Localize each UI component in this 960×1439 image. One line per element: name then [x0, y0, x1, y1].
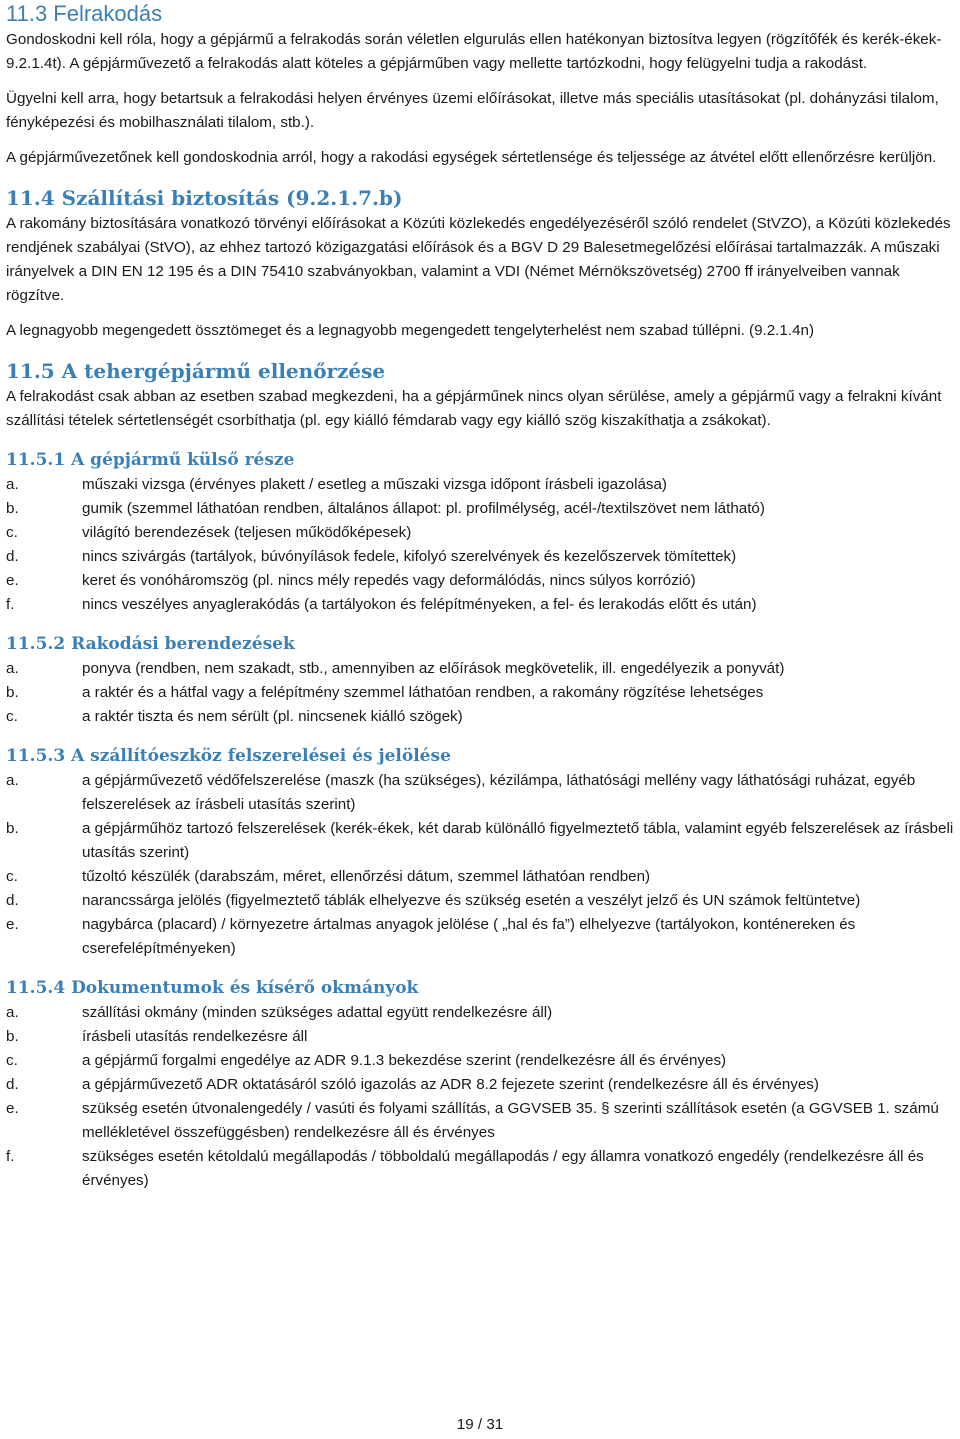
list-item: b. írásbeli utasítás rendelkezésre áll: [6, 1028, 308, 1045]
section-heading-11-5: 11.5 A tehergépjármű ellenőrzése: [6, 359, 386, 383]
list-item: b. a raktér és a hátfal vagy a felépítmény szemmel láthatóan rendben, a rakomány rögzítése lehetséges: [6, 684, 764, 701]
list-item: e. nagybárca (placard) / környezetre ártalmas anyagok jelölése ( „hal és fa”) elhelyezve (tartályokon, konténereken és cserefelépítményeken): [6, 916, 856, 957]
list-item: a. a gépjárművezető védőfelszerelése (maszk (ha szükséges), kézilámpa, láthatósági mellény vagy láthatósági ruházat, egyéb felszerelések az írásbeli utasítás szerint): [6, 772, 916, 813]
list-item: d. narancssárga jelölés (figyelmeztető táblák elhelyezve és szükség esetén a veszélyt jelző és UN számok feltüntetve): [6, 892, 861, 909]
list-item: a. szállítási okmány (minden szükséges adattal együtt rendelkezésre áll): [6, 1004, 553, 1021]
paragraph: A felrakodást csak abban az esetben szabad megkezdeni, ha a gépjárműnek nincs olyan sérülése, amely a gépjármű vagy a felrakni kívánt szállítási tételek sértetlenségét csorbíthatja (pl. egy kiálló fémdarab vagy egy kiálló szög kiszakíthatja a zsákokat).: [6, 388, 942, 429]
paragraph: A gépjárművezetőnek kell gondoskodnia arról, hogy a rakodási egységek sértetlensége és teljessége az átvétel előtt ellenőrzésre kerüljön.: [6, 149, 937, 166]
paragraph: A legnagyobb megengedett össztömeget és a legnagyobb megengedett tengelyterhelést nem szabad túllépni. (9.2.1.4n): [6, 322, 815, 339]
section-heading-11-4: 11.4 Szállítási biztosítás (9.2.1.7.b): [6, 186, 403, 210]
subsection-heading-11-5-4: 11.5.4 Dokumentumok és kísérő okmányok: [6, 978, 419, 998]
list-item: e. keret és vonóháromszög (pl. nincs mély repedés vagy deformálódás, nincs súlyos korrózió): [6, 572, 696, 589]
list-item: f. szükséges esetén kétoldalú megállapodás / többoldalú megállapodás / egy államra vonatkozó engedély (rendelkezésre áll és érvényes): [6, 1148, 924, 1189]
list-item: d. a gépjárművezető ADR oktatásáról szóló igazolás az ADR 8.2 fejezete szerint (rendelkezésre áll és érvényes): [6, 1076, 819, 1093]
paragraph: Ügyelni kell arra, hogy betartsuk a felrakodási helyen érvényes üzemi előírásokat, illetve más speciális utasításokat (pl. dohányzási tilalom, fényképezési és mobilhasználati tilalom, stb.).: [6, 90, 939, 131]
checklist: [6, 657, 954, 729]
list-item: d. nincs szivárgás (tartályok, búvónyílások fedele, kifolyó szerelvények és kezelőszervek tömítettek): [6, 548, 737, 565]
page-number: 19 / 31: [456, 1416, 504, 1433]
section-heading-11-3: 11.3 Felrakodás: [6, 1, 163, 26]
list-item: b. gumik (szemmel láthatóan rendben, általános állapot: pl. profilmélység, acél-/textilszövet nem látható): [6, 500, 765, 517]
list-item: c. tűzoltó készülék (darabszám, méret, ellenőrzési dátum, szemmel láthatóan rendben): [6, 868, 651, 885]
checklist: [6, 473, 954, 617]
list-item: c. a gépjármű forgalmi engedélye az ADR 9.1.3 bekezdése szerint (rendelkezésre áll és érvényes): [6, 1052, 727, 1069]
subsection-heading-11-5-1: 11.5.1 A gépjármű külső része: [6, 450, 295, 470]
list-item: a. műszaki vizsga (érvényes plakett / esetleg a műszaki vizsga időpont írásbeli igazolása): [6, 476, 667, 493]
checklist: [6, 769, 954, 961]
list-item: b. a gépjárműhöz tartozó felszerelések (kerék-ékek, két darab különálló figyelmeztető tábla, valamint egyéb felszerelések az írásbeli utasítás szerint): [6, 820, 954, 861]
paragraph: Gondoskodni kell róla, hogy a gépjármű a felrakodás során véletlen elgurulás ellen hatékonyan biztosítva legyen (rögzítőfék és kerék-ékek-9.2.1.4t). A gépjárművezető a felrakodás alatt köteles a gépjárműben vagy mellette tartózkodni, hogy felügyelni tudja a rakodást.: [6, 31, 942, 72]
paragraph: A rakomány biztosítására vonatkozó törvényi előírásokat a Közúti közlekedés engedélyezéséről szóló rendelet (StVZO), a Közúti közlekedés rendjének szabályai (StVO), az ehhez tartozó közigazgatási előírások és a BGV D 29 Balesetmegelőzési előírásai tartalmazzák. A műszaki irányelvek a DIN EN 12 195 és a DIN 75410 szabványokban, valamint a VDI (Német Mérnökszövetség) 2700 ff irányelveiben vannak rögzítve.: [6, 215, 951, 304]
list-item: f. nincs veszélyes anyaglerakódás (a tartályokon és felépítményeken, a fel- és lerakodás előtt és után): [6, 596, 757, 613]
subsection-heading-11-5-3: 11.5.3 A szállítóeszköz felszerelései és jelölése: [6, 746, 451, 766]
list-item: e. szükség esetén útvonalengedély / vasúti és folyami szállítás, a GGVSEB 35. § szerinti szállítások esetén (a GGVSEB 1. számú mellékletével összefüggésben) rendelkezésre áll és érvényes: [6, 1100, 939, 1141]
list-item: a. ponyva (rendben, nem szakadt, stb., amennyiben az előírások megkövetelik, ill. engedélyezik a ponyvát): [6, 660, 785, 677]
subsection-heading-11-5-2: 11.5.2 Rakodási berendezések: [6, 634, 295, 654]
checklist: [6, 1001, 954, 1193]
list-item: c. a raktér tiszta és nem sérült (pl. nincsenek kiálló szögek): [6, 708, 463, 725]
list-item: c. világító berendezések (teljesen működőképesek): [6, 524, 412, 541]
